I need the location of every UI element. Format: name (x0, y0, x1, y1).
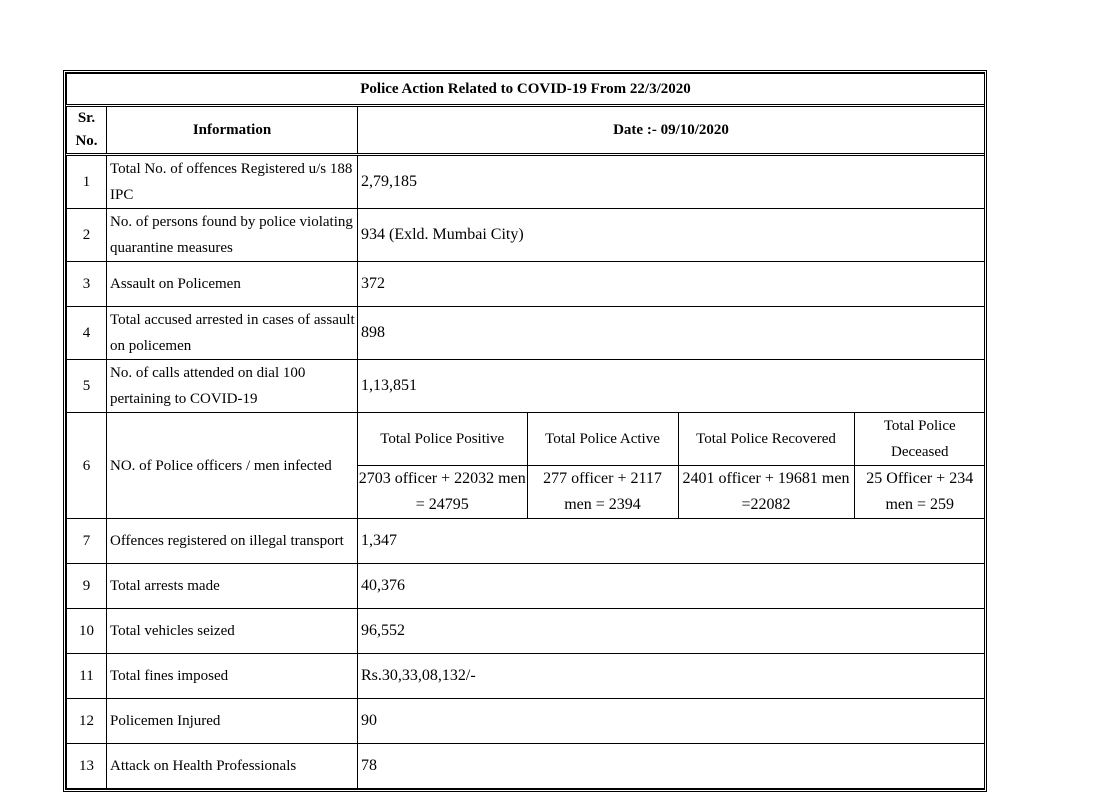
value-cell: 898 (358, 307, 985, 360)
sr-no-cell: 13 (67, 744, 107, 789)
sr-no-cell: 6 (67, 413, 107, 519)
infected-breakdown-cell (358, 413, 985, 519)
covid-police-action-table (63, 70, 987, 792)
info-cell: Total No. of offences Registered u/s 188 IPC (107, 155, 358, 209)
infected-breakdown-table (358, 413, 985, 518)
info-cell: Policemen Injured (107, 699, 358, 744)
sr-no-cell: 9 (67, 564, 107, 609)
value-cell: 40,376 (358, 564, 985, 609)
header-row (67, 106, 985, 155)
sr-no-cell: 4 (67, 307, 107, 360)
sr-no-cell: 10 (67, 609, 107, 654)
table-row (67, 155, 985, 209)
value-positive: 2703 officer + 22032 men = 24795 (358, 470, 526, 513)
value-cell: 78 (358, 744, 985, 789)
table-row (67, 564, 985, 609)
info-cell: Total accused arrested in cases of assault on policemen (107, 307, 358, 360)
table-row (67, 744, 985, 789)
date-header: Date :- 09/10/2020 (358, 106, 985, 155)
sr-no-cell: 7 (67, 519, 107, 564)
info-cell: Total vehicles seized (107, 609, 358, 654)
sr-no-header-line1: Sr. (77, 110, 96, 126)
table-row (67, 262, 985, 307)
info-cell: Assault on Policemen (107, 262, 358, 307)
table-row (67, 699, 985, 744)
value-cell: 90 (358, 699, 985, 744)
sr-no-cell: 1 (67, 155, 107, 209)
value-cell: 1,13,851 (358, 360, 985, 413)
table-title: Police Action Related to COVID-19 From 22/3/2020 (67, 74, 985, 106)
info-cell: NO. of Police officers / men infected (107, 413, 358, 519)
report-table (66, 73, 985, 789)
information-header: Information (107, 106, 358, 155)
info-cell: No. of persons found by police violating quarantine measures (107, 209, 358, 262)
table-row (67, 360, 985, 413)
table-row-infected (67, 413, 985, 519)
infected-subheader-row (358, 413, 985, 466)
table-row (67, 519, 985, 564)
table-row (67, 307, 985, 360)
info-cell: Attack on Health Professionals (107, 744, 358, 789)
title-row (67, 74, 985, 106)
subheader-active: Total Police Active (527, 413, 678, 466)
value-deceased: 25 Officer + 234 men = 259 (854, 466, 985, 519)
info-cell: Offences registered on illegal transport (107, 519, 358, 564)
subheader-deceased: Total Police Deceased (854, 413, 985, 466)
info-cell: Total arrests made (107, 564, 358, 609)
info-cell: Total fines imposed (107, 654, 358, 699)
sr-no-header (67, 106, 107, 155)
sr-no-cell: 5 (67, 360, 107, 413)
sr-no-cell: 11 (67, 654, 107, 699)
info-cell: No. of calls attended on dial 100 pertaining to COVID-19 (107, 360, 358, 413)
value-recovered: 2401 officer + 19681 men =22082 (678, 466, 854, 519)
subheader-recovered: Total Police Recovered (678, 413, 854, 466)
table-row (67, 609, 985, 654)
value-active: 277 officer + 2117 men = 2394 (527, 466, 678, 519)
value-cell: 2,79,185 (358, 155, 985, 209)
infected-values-row (358, 466, 985, 519)
table-row (67, 209, 985, 262)
sr-no-header-line2: No. (75, 133, 98, 149)
value-cell: 96,552 (358, 609, 985, 654)
sr-no-cell: 2 (67, 209, 107, 262)
value-cell: 1,347 (358, 519, 985, 564)
value-cell: 372 (358, 262, 985, 307)
subheader-positive: Total Police Positive (358, 413, 527, 466)
value-cell: 934 (Exld. Mumbai City) (358, 209, 985, 262)
table-row (67, 654, 985, 699)
value-cell: Rs.30,33,08,132/- (358, 654, 985, 699)
sr-no-cell: 3 (67, 262, 107, 307)
sr-no-cell: 12 (67, 699, 107, 744)
